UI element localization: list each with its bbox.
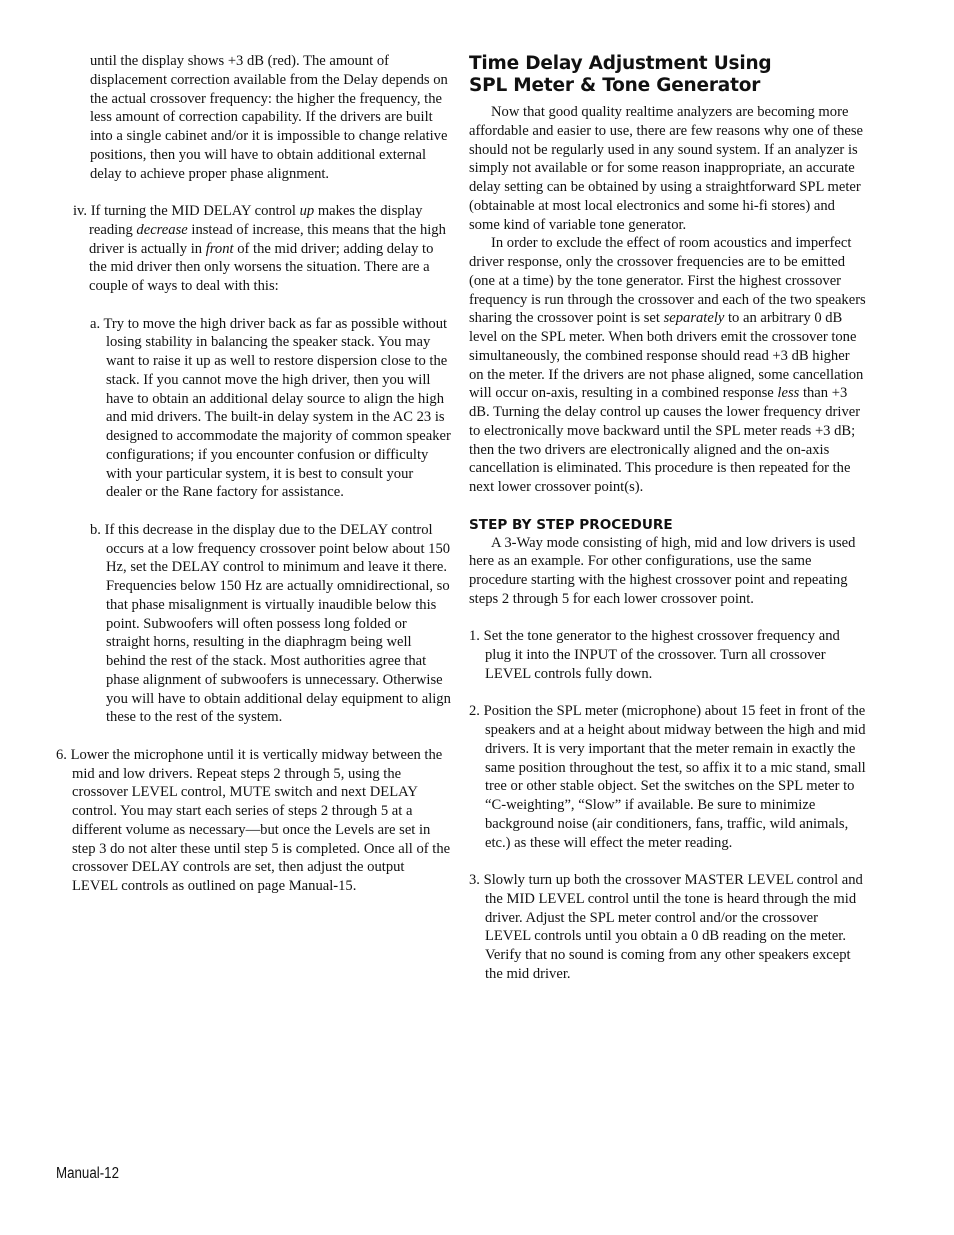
step-1: 1. Set the tone generator to the highest crossover frequency and plug it into the INPUT of the crossover. Turn all crossover LEVEL controls fully down.: [469, 628, 840, 682]
right-column: [469, 52, 866, 984]
step-3: 3. Slowly turn up both the crossover MASTER LEVEL control and the MID LEVEL control until the tone is heard through the mid driver. Adjust the SPL meter control and/or the crossover LEVEL controls until you obtain a 0 dB reading on the meter. Verify that no sound is coming from any other speakers except the mid driver.: [469, 872, 863, 982]
continued-paragraph: until the display shows +3 dB (red). The amount of displacement correction available from the Delay depends on the actual crossover frequency: the higher the frequency, the less amount of correction capability. If the drivers are built into a single cabinet and/or it is impossible to change relative positions, then you will have to obtain additional external delay to achieve proper phase alignment.: [90, 53, 448, 182]
procedure-subheading: STEP BY STEP PROCEDURE: [469, 516, 673, 533]
step-6: 6. Lower the microphone until it is vertically midway between the mid and low drivers. Repeat steps 2 through 5, using the crossover LEVEL control, MUTE switch and next DELAY control. You may start each series of steps 2 through 5 at a different volume as necessary—but once the Levels are set in step 3 do not alter these until step 5 is completed. Once all of the crossover DELAY controls are set, then adjust the output LEVEL controls as outlined on page Manual-15.: [56, 746, 451, 894]
item-a: a. Try to move the high driver back as far as possible without losing stability in balancing the speaker stack. You may want to raise it up as well to restore dispersion close to the stack. If you cannot move the high driver, then you will have to obtain an additional delay source to align the high and mid drivers. The built-in delay system in the AC 23 is designed to accommodate the majority of common speaker configurations; if you encounter confusion or difficulty with your particular system, it is best to consult your dealer or the Rane factory for assistance.: [90, 315, 451, 501]
item-iv: iv. If turning the MID DELAY control up makes the display reading decrease instead of increase, this means that the high driver is actually in front of the mid driver; adding delay to the mid driver then only worsens the situation. There are a couple of ways to deal with this:: [73, 203, 446, 294]
procedure-intro: A 3-Way mode consisting of high, mid and low drivers is used here as an example. For other configurations, use the same procedure starting with the highest crossover point and repeating steps 2 through 5 for each lower crossover point.: [469, 534, 856, 607]
intro-paragraph-1: Now that good quality realtime analyzers are becoming more affordable and easier to use, there are few reasons why one of these should not be regularly used in any sound system. If an analyzer is simply not available or for some reason inappropriate, an accurate delay setting can be obtained by using a straightforward SPL meter (obtainable at most local electronics and some hi-fi stores) and some kind of variable tone generator.: [469, 104, 863, 233]
page-number: Manual-12: [56, 1165, 119, 1182]
intro-paragraph-2: In order to exclude the effect of room acoustics and imperfect driver response, only the crossover frequencies are to be emitted (one at a time) by the tone generator. First the highest crossover frequency is run through the crossover and each of the two speakers sharing the crossover point is set separately to an arbitrary 0 dB level on the SPL meter. When both drivers emit the crossover tone simultaneously, the combined response should read +3 dB higher on the meter. If the drivers are not phase aligned, some cancellation will occur on-axis, resulting in a combined response less than +3 dB. Turning the delay control up causes the lower frequency driver to electronically move backward until the SPL meter reads +3 dB; then the two drivers are electronically aligned and the on-axis cancellation is eliminated. This procedure is then repeated for the next lower crossover point(s).: [469, 235, 866, 495]
section-title: Time Delay Adjustment Using SPL Meter & Tone Generator: [469, 53, 772, 96]
step-2: 2. Position the SPL meter (microphone) about 15 feet in front of the speakers and at a height about midway between the high and mid drivers. It is very important that the meter remain in exactly the same position throughout the test, so affix it to a mic stand, small tree or other stable object. Set the switches on the SPL meter to “C-weighting”, “Slow” if available. Be sure to minimize background noise (air conditioners, fans, traffic, wild animals, etc.) as these will effect the meter reading.: [469, 703, 866, 851]
item-b: b. If this decrease in the display due to the DELAY control occurs at a low frequency crossover point below about 150 Hz, set the DELAY control to minimum and leave it there. Frequencies below 150 Hz are actually omnidirectional, so that phase misalignment is virtually inaudible below this point. Subwoofers will often possess long folded or straight horns, resulting in the diaphragm being well behind the rest of the stack. Most authorities agree that phase alignment of subwoofers is unnecessary. Otherwise you will have to obtain additional delay equipment to align these to the rest of the system.: [90, 521, 451, 726]
left-column: [56, 52, 452, 896]
